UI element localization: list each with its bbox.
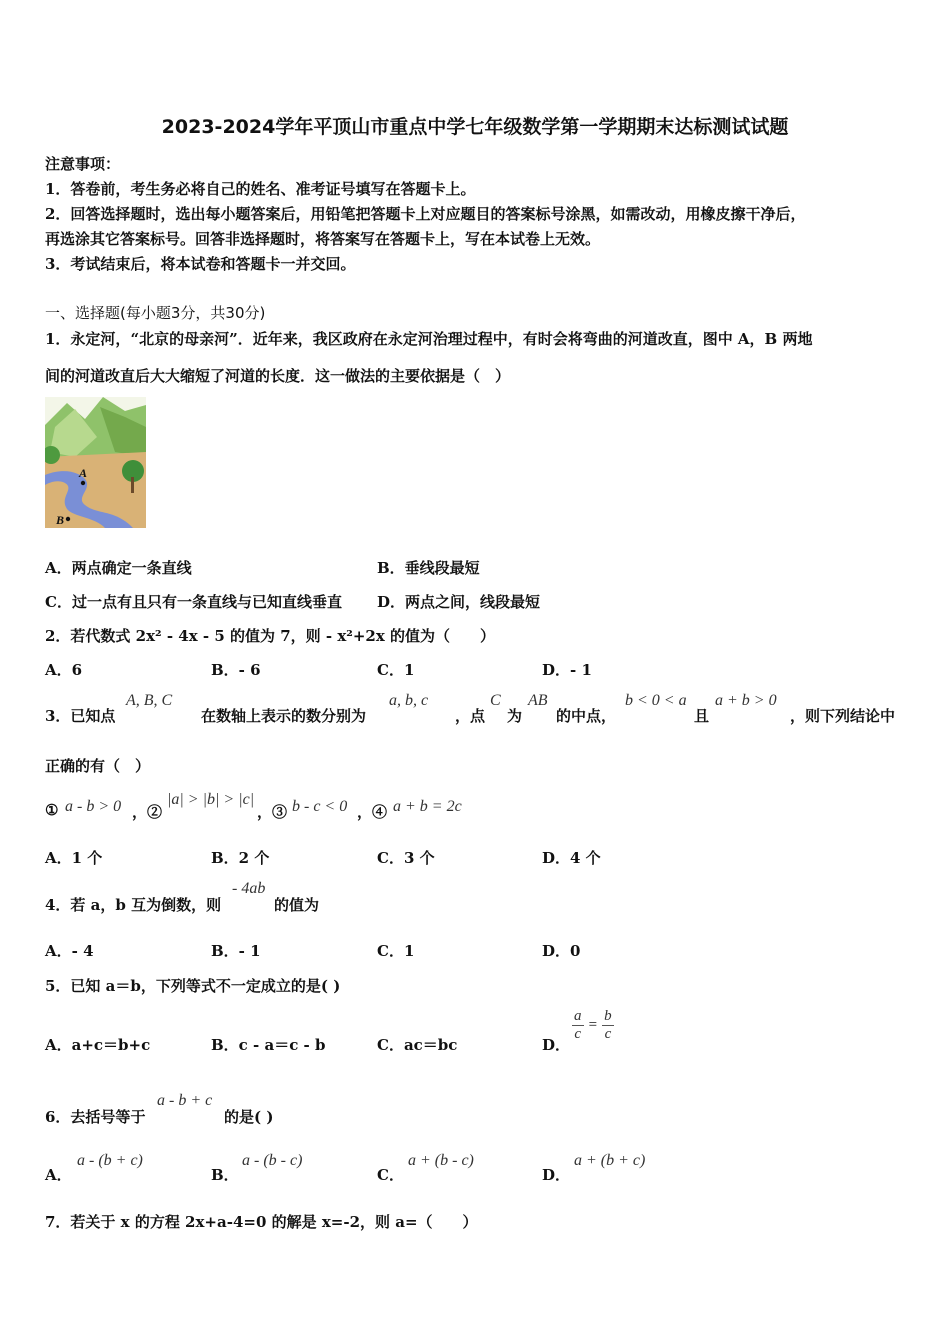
q5-option-d-label[interactable]: D．: [542, 1036, 571, 1054]
map-label-a: A: [79, 466, 88, 480]
q6-option-d-label[interactable]: D．: [542, 1166, 571, 1184]
q6-option-d[interactable]: a + (b + c): [574, 1152, 646, 1169]
q2-option-d[interactable]: D．- 1: [542, 661, 592, 679]
q3-stmt-1-label: ①: [45, 801, 59, 819]
q5-option-d-fraction[interactable]: [572, 1008, 614, 1043]
q2-option-b[interactable]: B．- 6: [211, 661, 261, 679]
q3-text-7: ，则下列结论中: [790, 707, 896, 725]
notice-heading: 注意事项：: [45, 155, 121, 173]
q6-text-1: 6．去括号等于: [45, 1108, 146, 1126]
q2-option-a[interactable]: A．6: [45, 661, 83, 679]
q3-text-6: 且: [694, 707, 710, 725]
q3-stmt-3-label: ，③: [257, 803, 288, 821]
q3-option-a[interactable]: A．1 个: [45, 849, 103, 867]
q1-option-a[interactable]: A．两点确定一条直线: [45, 559, 192, 577]
q4-expression: - 4ab: [232, 880, 266, 897]
q6-text-2: 的是( ): [224, 1108, 274, 1126]
q3-text-5: 的中点，: [556, 707, 617, 725]
q1-stem-line-2: 间的河道改直后大大缩短了河道的长度．这一做法的主要依据是（ ）: [45, 367, 511, 385]
notice-line-3: 3．考试结束后，将本试卷和答题卡一并交回。: [45, 255, 356, 273]
q4-option-a[interactable]: A．- 4: [45, 942, 94, 960]
notice-line-2b: 再选涂其它答案标号。回答非选择题时，将答案写在答题卡上，写在本试卷上无效。: [45, 230, 601, 248]
q3-segment-ab: AB: [528, 692, 548, 709]
q6-option-c-label[interactable]: C．: [377, 1166, 404, 1184]
q3-option-d[interactable]: D．4 个: [542, 849, 601, 867]
q3-text-3: ，点: [455, 707, 486, 725]
q3-stmt-3: b - c < 0: [292, 798, 348, 815]
q3-point-c: C: [490, 692, 501, 709]
q3-stmt-1: a - b > 0: [65, 798, 122, 815]
q5-d-denominator-1: c: [574, 1026, 582, 1042]
q4-option-c[interactable]: C．1: [377, 942, 415, 960]
q6-option-b[interactable]: a - (b - c): [242, 1152, 303, 1169]
notice-line-1: 1．答卷前，考生务必将自己的姓名、准考证号填写在答题卡上。: [45, 180, 476, 198]
map-label-b: B: [56, 513, 65, 527]
q1-option-d[interactable]: D．两点之间，线段最短: [377, 593, 541, 611]
q3-condition-1: b < 0 < a: [625, 692, 687, 709]
section-heading: 一、选择题(每小题3分，共30分): [45, 304, 266, 322]
q4-option-b[interactable]: B．- 1: [211, 942, 261, 960]
q6-option-c[interactable]: a + (b - c): [408, 1152, 474, 1169]
q7-stem: 7．若关于 x 的方程 2x+a-4=0 的解是 x=-2，则 a=（ ）: [45, 1213, 478, 1231]
q3-text-2: 在数轴上表示的数分别为: [201, 707, 367, 725]
q6-option-a[interactable]: a - (b + c): [77, 1152, 143, 1169]
q5-option-a[interactable]: A．a+c＝b+c: [45, 1036, 151, 1054]
q3-stmt-2: |a| > |b| > |c|: [167, 791, 255, 808]
q5-d-denominator-2: c: [604, 1026, 612, 1042]
q3-text-4: 为: [507, 707, 523, 725]
q5-d-numerator-1: a: [574, 1008, 582, 1024]
q3-text-1: 3．已知点: [45, 707, 116, 725]
q3-stmt-2-label: ，②: [132, 803, 163, 821]
q3-option-c[interactable]: C．3 个: [377, 849, 435, 867]
q5-d-numerator-2: b: [604, 1008, 612, 1024]
q3-condition-2: a + b > 0: [715, 692, 777, 709]
q4-option-d[interactable]: D．0: [542, 942, 581, 960]
q2-option-c[interactable]: C．1: [377, 661, 415, 679]
q5-d-equals: =: [588, 1017, 598, 1033]
q3-stmt-4-label: ，④: [357, 803, 388, 821]
q1-option-c[interactable]: C．过一点有且只有一条直线与已知直线垂直: [45, 593, 342, 611]
q5-option-b[interactable]: B．c - a＝c - b: [211, 1036, 326, 1054]
q4-text-2: 的值为: [274, 896, 320, 914]
q5-option-c[interactable]: C．ac＝bc: [377, 1036, 458, 1054]
q6-expression: a - b + c: [157, 1092, 213, 1109]
q3-stmt-4: a + b = 2c: [393, 798, 462, 815]
q6-option-b-label[interactable]: B．: [211, 1166, 239, 1184]
q3-option-b[interactable]: B．2 个: [211, 849, 270, 867]
q2-stem: 2．若代数式 2x² - 4x - 5 的值为 7，则 - x²+2x 的值为（ ）: [45, 627, 496, 645]
q4-text-1: 4．若 a，b 互为倒数，则: [45, 896, 222, 914]
page-title: 2023-2024学年平顶山市重点中学七年级数学第一学期期末达标测试试题: [161, 116, 789, 138]
q5-stem: 5．已知 a＝b，下列等式不一定成立的是( ): [45, 977, 341, 995]
q3-stem-line-2: 正确的有（ ）: [45, 757, 151, 775]
river-illustration: [45, 397, 146, 528]
q3-values: a, b, c: [389, 692, 429, 709]
q6-option-a-label[interactable]: A．: [45, 1166, 72, 1184]
notice-line-2a: 2．回答选择题时，选出每小题答案后，用铅笔把答题卡上对应题目的答案标号涂黑，如需改动，用橡皮擦干净后，: [45, 205, 806, 223]
q3-points: A, B, C: [126, 692, 173, 709]
q1-option-b[interactable]: B．垂线段最短: [377, 559, 480, 577]
q1-stem-line-1: 1．永定河，“北京的母亲河”．近年来，我区政府在永定河治理过程中，有时会将弯曲的河道改直，图中 A，B 两地: [45, 330, 813, 348]
